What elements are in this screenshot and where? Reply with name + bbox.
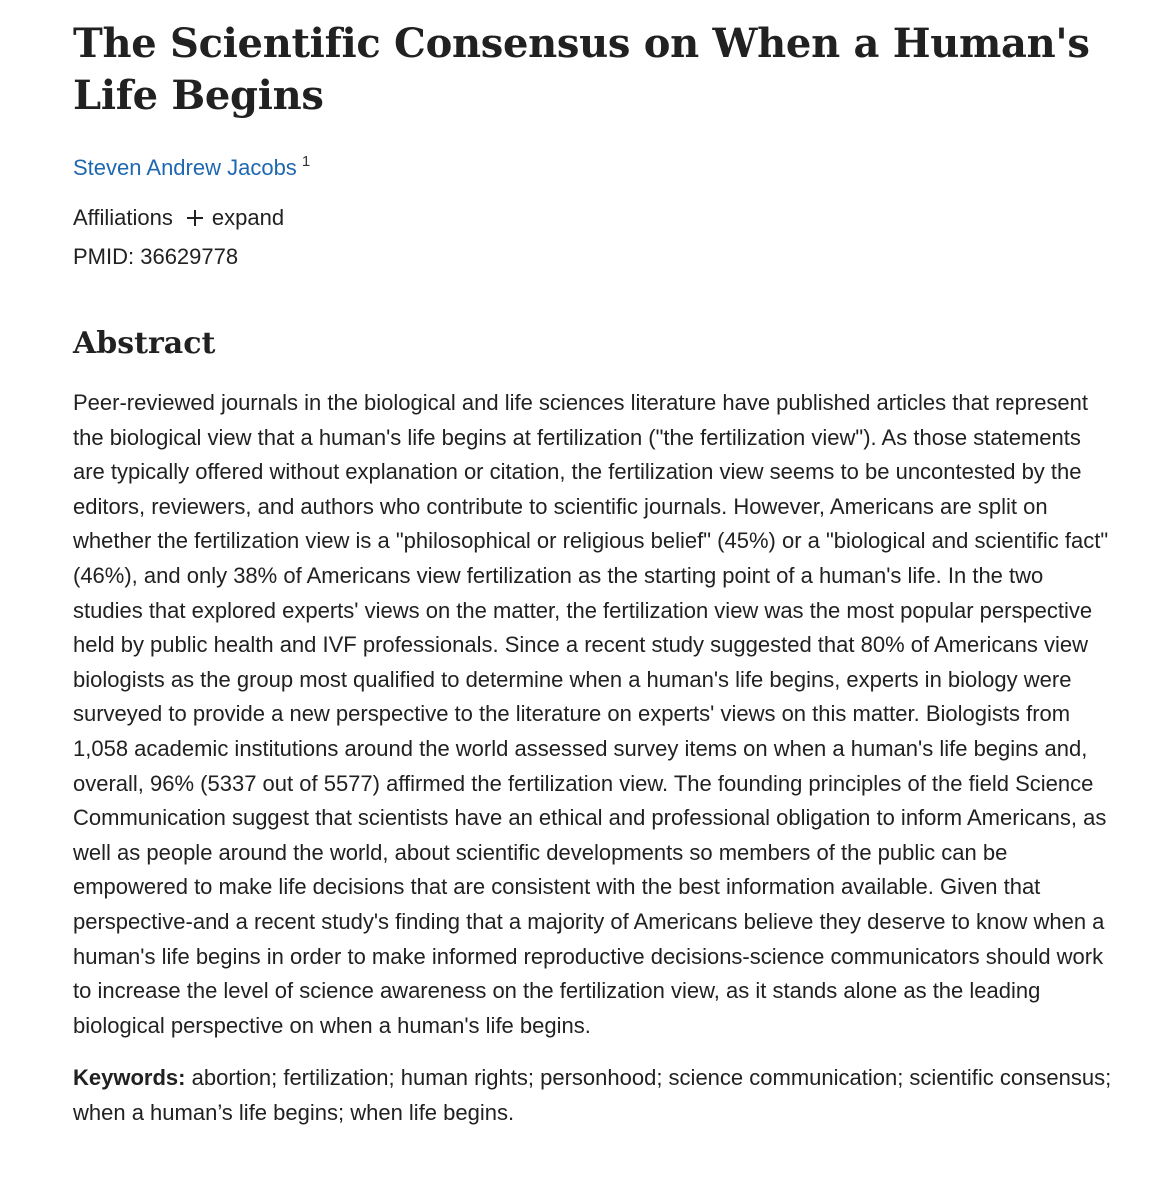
affiliations-row xyxy=(73,203,1113,233)
article-page xyxy=(73,18,1113,1130)
abstract-text: Peer-reviewed journals in the biological and life sciences literature have published articles that represent the biological view that a human's life begins at fertilization ("the fertilization view"). As those statements are typically offered without explanation or citation, the fertilization view seems to be uncontested by the editors, reviewers, and authors who contribute to scientific journals. However, Americans are split on whether the fertilization view is a "philosophical or religious belief" (45%) or a "biological and scientific fact" (46%), and only 38% of Americans view fertilization as the starting point of a human's life. In the two studies that explored experts' views on the matter, the fertilization view was the most popular perspective held by public health and IVF professionals. Since a recent study suggested that 80% of Americans view biologists as the group most qualified to determine when a human's life begins, experts in biology were surveyed to provide a new perspective to the literature on experts' views on this matter. Biologists from 1,058 academic institutions around the world assessed survey items on when a human's life begins and, overall, 96% (5337 out of 5577) affirmed the fertilization view. The founding principles of the field Science Communication suggest that scientists have an ethical and professional obligation to inform Americans, as well as people around the world, about scientific developments so members of the public can be empowered to make life decisions that are consistent with the best information available. Given that perspective-and a recent study's finding that a majority of Americans believe they deserve to know when a human's life begins in order to make informed reproductive decisions-science communicators should work to increase the level of science awareness on the fertilization view, as it stands alone as the leading biological perspective on when a human's life begins. xyxy=(73,390,1109,1038)
author-list xyxy=(73,153,1113,183)
expand-affiliations-button[interactable] xyxy=(187,203,284,233)
keywords-label: Keywords: xyxy=(73,1065,186,1091)
author-affiliation-ref[interactable]: 1 xyxy=(301,153,311,170)
abstract-heading: Abstract xyxy=(73,326,216,361)
pmid: PMID: 36629778 xyxy=(73,244,239,269)
plus-icon xyxy=(187,210,203,226)
expand-label: expand xyxy=(211,205,285,230)
keywords-list: abortion; fertilization; human rights; personhood; science communication; scientific consensus; when a human’s life begins; when life begins. xyxy=(73,1065,1112,1125)
author-link[interactable]: Steven Andrew Jacobs xyxy=(73,155,297,180)
keywords xyxy=(73,1061,1113,1130)
affiliations-label: Affiliations xyxy=(73,205,173,230)
article-title: The Scientific Consensus on When a Human's Life Begins xyxy=(73,20,1090,119)
